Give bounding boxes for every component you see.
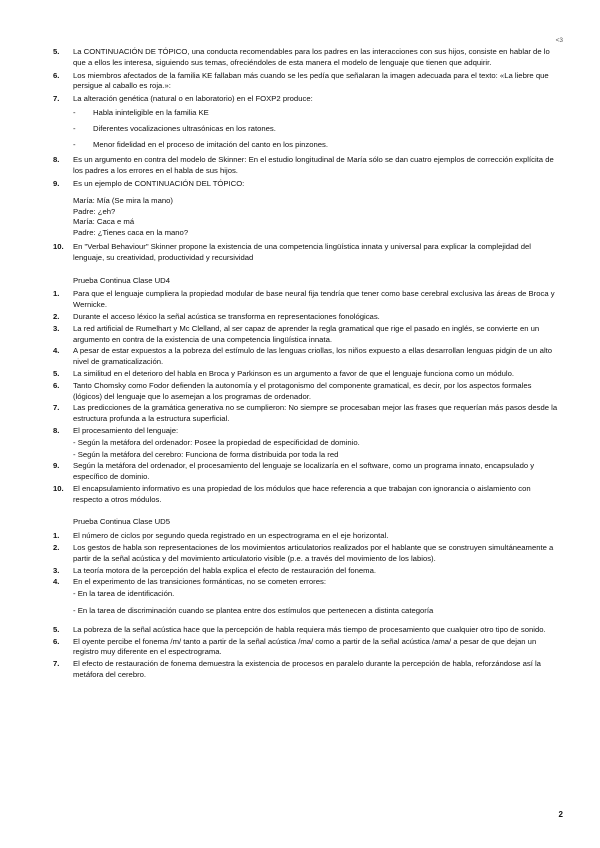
dash-bullet: - [73,107,76,117]
item-number: 9. [53,178,60,188]
item-number: 6. [53,380,60,390]
list-item [53,242,558,264]
list-item [53,531,558,542]
list-item [53,155,558,177]
list-item [53,403,558,425]
item-text: Los gestos de habla son representaciones de los movimientos articulatorios realizados por el hablante que se construyen simultáneamente a partir de la señal acústica y del movimiento articulatorio visible (p.e. a través del movimiento de los labios). [73,543,554,563]
sub-item-text: Menor fidelidad en el proceso de imitación del canto en los pinzones. [93,139,329,149]
item-text: Los miembros afectados de la familia KE fallaban más cuando se les pedía que señalaran la imagen adecuada para el texto: «La liebre que persigue al caballo es roja.»: [73,70,549,91]
sub-item [73,108,558,119]
item-text: Tanto Chomsky como Fodor defienden la autonomía y el protagonismo del componente gramatical, es decir, por los aspectos formales (lógicos) del lenguaje que lo asemejan a los programas de ordenador. [73,380,532,401]
item-text: Según la metáfora del ordenador, el procesamiento del lenguaje se localizaría en el software, como un programa innato, encapsulado y específico de dominio. [73,461,535,482]
dialog-line: María: Mía (Se mira la mano) [73,195,173,205]
list-item [53,566,558,577]
item-text: El número de ciclos por segundo queda registrado en un espectrograma en el eje horizontal. [73,531,389,541]
list-item [53,381,558,403]
item-number: 4. [53,577,60,587]
item-text: Es un argumento en contra del modelo de Skinner: En el estudio longitudinal de María sólo se dan cuatro ejemplos de corrección explícita de los padres a los errores en el habla de sus hijos. [73,155,554,176]
list-item [53,346,558,368]
item-text: La alteración genética (natural o en laboratorio) en el FOXP2 produce: [73,94,313,104]
list-item [53,369,558,380]
item-number: 10. [53,241,64,251]
list-item [53,577,558,588]
dialog-line: Padre: ¿eh? [73,206,116,216]
sub-item-text: Habla ininteligible en la familia KE [93,107,209,117]
list-item [53,484,558,506]
item-number: 5. [53,47,60,56]
dash-bullet: - [73,123,76,133]
sub-item [73,124,558,135]
item-text: Durante el acceso léxico la señal acústica se transforma en representaciones fonológicas. [73,311,380,321]
item-text: La red artificial de Rumelhart y Mc Clelland, al ser capaz de aprender la regla gramatical que rige el pasado en inglés, se convierte en un argumento en contra de la existencia de una competencia lingüística innata. [73,323,540,344]
sub-item-text: - En la tarea de discriminación cuando se plantea entre dos estímulos que pertenecen a distinta categoría [73,606,434,616]
item-number: 8. [53,425,60,435]
sub-item-text: - Según la metáfora del cerebro: Funciona de forma distribuida por toda la red [73,449,339,459]
list-item [53,543,558,565]
list-item [53,324,558,346]
item-number: 8. [53,155,60,165]
item-text: El encapsulamiento informativo es una propiedad de los módulos que hace referencia a que trabajan con ignorancia o aislamiento con respecto a otros módulos. [73,483,531,504]
item-number: 2. [53,543,60,553]
sub-item [73,140,558,151]
list-item [53,659,558,681]
document-content [53,47,558,682]
sub-item-text: - En la tarea de identificación. [73,589,175,599]
item-number: 7. [53,403,60,413]
list-item [53,94,558,105]
dialog-line: Padre: ¿Tienes caca en la mano? [73,228,189,238]
item-text: El oyente percibe el fonema /m/ tanto a partir de la señal acústica /ma/ como a partir de la señal acústica /ama/ a pesar de que dejan un registro muy diferente en el espectrograma. [73,636,537,657]
item-number: 1. [53,289,60,299]
item-text: La pobreza de la señal acústica hace que la percepción de habla requiera más tiempo de procesamiento que cualquier otro tipo de sonido. [73,624,546,634]
item-text: La teoría motora de la percepción del habla explica el efecto de restauración del fonema. [73,565,376,575]
page-number: 2 [558,810,563,820]
list-item [53,461,558,483]
item-text: La CONTINUACIÓN DE TÓPICO, una conducta recomendables para los padres en las interacciones con sus hijos, consiste en hablar de lo que a ellos les interesa, siguiendo sus temas, ofreciéndoles de esta manera el modelo de lenguaje que tienen que adquirir. [73,47,550,67]
item-text: En "Verbal Behaviour" Skinner propone la existencia de una competencia lingüística innata y universal para explicar la complejidad del lenguaje, su creatividad, productividad y recursividad [73,241,532,262]
section-heading-ud4: Prueba Continua Clase UD4 [73,275,171,285]
list-item [53,637,558,659]
foxp2-sublist [73,108,558,150]
list-item [53,179,558,190]
item-number: 7. [53,659,60,669]
item-number: 6. [53,70,60,80]
item-number: 10. [53,483,64,493]
list-item [53,625,558,636]
item-number: 3. [53,323,60,333]
item-text: Para que el lenguaje cumpliera la propiedad modular de base neural fija tendría que tener como base cerebral exclusiva las áreas de Broca y Wernicke. [73,289,555,310]
item-text: En el experimento de las transiciones formánticas, no se cometen errores: [73,577,326,587]
list-item [53,47,558,69]
item-text: A pesar de estar expuestos a la pobreza del estímulo de las lenguas criollas, los niños expuesto a ellas desarrollan lenguas pidgin de un alto nivel de gramaticalización. [73,346,553,367]
item-number: 6. [53,636,60,646]
item-text: Es un ejemplo de CONTINUACIÓN DEL TÓPICO: [73,178,245,188]
list-item [53,289,558,311]
sub-item-text: - Según la metáfora del ordenador: Posee la propiedad de especificidad de dominio. [73,437,360,447]
item-number: 4. [53,346,60,356]
list-item [53,312,558,323]
section-heading-ud5: Prueba Continua Clase UD5 [73,517,171,527]
dash-bullet: - [73,139,76,149]
corner-mark: <3 [555,37,563,44]
item-number: 3. [53,565,60,575]
item-number: 5. [53,624,60,634]
item-number: 1. [53,531,60,541]
dialog-example [73,196,558,239]
sub-item-text: Diferentes vocalizaciones ultrasónicas en los ratones. [93,123,276,133]
list-item [53,426,558,437]
list-item [53,71,558,93]
item-text: El efecto de restauración de fonema demuestra la existencia de procesos en paralelo durante la percepción de habla, reforzándose así la metáfora del cerebro. [73,659,541,680]
item-number: 7. [53,94,60,104]
item-text: Las predicciones de la gramática generativa no se cumplieron: No siempre se procesaban mejor las frases que requerían más pasos desde la estructura profunda a la estructura superficial. [73,403,558,424]
item-number: 9. [53,461,60,471]
item-text: La similitud en el deterioro del habla en Broca y Parkinson es un argumento a favor de que el lenguaje funciona como un módulo. [73,368,515,378]
item-number: 5. [53,368,60,378]
item-text: El procesamiento del lenguaje: [73,425,179,435]
dialog-line: María: Caca e má [73,217,135,227]
item-number: 2. [53,311,60,321]
